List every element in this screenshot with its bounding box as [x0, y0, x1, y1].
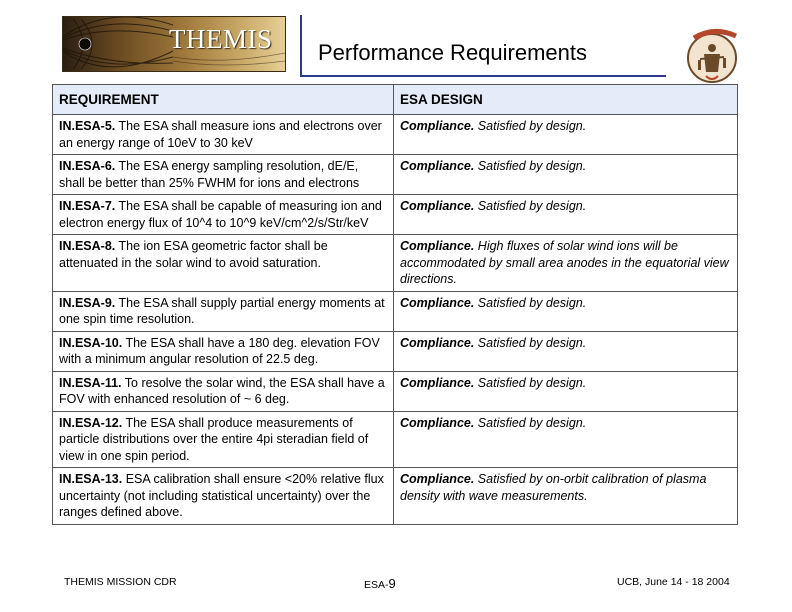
table-row: [53, 235, 738, 292]
design-cell: [394, 155, 738, 195]
header-requirement: REQUIREMENT: [53, 85, 394, 115]
table-row: [53, 291, 738, 331]
requirement-cell: [53, 411, 394, 468]
requirement-text: The ion ESA geometric factor shall be attenuated in the solar wind to avoid saturation.: [59, 239, 328, 270]
page-title: Performance Requirements: [318, 40, 588, 65]
requirement-id: IN.ESA-5.: [59, 119, 116, 133]
requirement-id: IN.ESA-6.: [59, 159, 116, 173]
requirement-cell: [53, 195, 394, 235]
requirement-cell: [53, 115, 394, 155]
compliance-label: Compliance.: [400, 199, 475, 213]
requirement-text: The ESA shall be capable of measuring ion and electron energy flux of 10^4 to 10^9 keV/cm^2/s/Str/keV: [59, 199, 382, 230]
header-esa-design: ESA DESIGN: [394, 85, 738, 115]
compliance-label: Compliance.: [400, 335, 475, 350]
design-cell: [394, 468, 738, 525]
table-header-row: [53, 85, 738, 115]
requirement-id: IN.ESA-7.: [59, 199, 116, 213]
requirement-cell: [53, 331, 394, 371]
design-cell: [394, 371, 738, 411]
footer-left: THEMIS MISSION CDR: [64, 576, 177, 588]
design-cell: [394, 411, 738, 468]
compliance-label: Compliance.: [400, 415, 475, 430]
footer-page-prefix: ESA-: [364, 579, 389, 591]
design-text: Satisfied by design.: [474, 415, 587, 430]
requirement-text: The ESA shall supply partial energy moments at one spin time resolution.: [59, 295, 385, 326]
design-cell: [394, 115, 738, 155]
compliance-label: Compliance.: [400, 472, 475, 486]
requirement-text: The ESA shall have a 180 deg. elevation FOV with a minimum angular resolution of 22.5 deg.: [59, 335, 380, 366]
table-row: [53, 411, 738, 468]
table-row: [53, 115, 738, 155]
table-row: [53, 331, 738, 371]
design-text: High fluxes of solar wind ions will be accommodated by small area anodes in the equatorial view directions.: [400, 239, 729, 286]
compliance-label: Compliance.: [400, 239, 475, 253]
requirement-id: IN.ESA-10.: [59, 335, 123, 350]
table-row: [53, 155, 738, 195]
design-text: Satisfied by on-orbit calibration of plasma density with wave measurements.: [400, 472, 707, 503]
themis-logo: [62, 16, 286, 72]
requirement-text: ESA calibration shall ensure <20% relative flux uncertainty (not including statistical uncertainty) over the ranges defined above.: [59, 472, 384, 519]
compliance-label: Compliance.: [400, 295, 475, 310]
design-cell: [394, 195, 738, 235]
table-row: [53, 468, 738, 525]
design-text: Satisfied by design.: [474, 335, 587, 350]
requirements-table: [52, 84, 738, 525]
design-cell: [394, 235, 738, 292]
requirement-id: IN.ESA-8.: [59, 239, 116, 253]
themis-emblem-icon: [684, 24, 744, 88]
requirement-cell: [53, 291, 394, 331]
logo-text: THEMIS: [169, 24, 273, 54]
footer-right: UCB, June 14 - 18 2004: [617, 576, 730, 588]
footer-page-digit: 9: [388, 576, 396, 591]
design-text: Satisfied by design.: [474, 159, 587, 173]
title-rule-vertical: [300, 15, 302, 77]
requirement-cell: [53, 371, 394, 411]
design-text: Satisfied by design.: [474, 119, 587, 133]
compliance-label: Compliance.: [400, 375, 475, 390]
requirement-id: IN.ESA-12.: [59, 415, 123, 430]
table-row: [53, 195, 738, 235]
requirement-text: To resolve the solar wind, the ESA shall have a FOV with enhanced resolution of ~ 6 deg.: [59, 375, 385, 406]
requirement-id: IN.ESA-9.: [59, 295, 116, 310]
design-cell: [394, 291, 738, 331]
requirement-id: IN.ESA-11.: [59, 375, 122, 390]
title-rule-horizontal: [300, 75, 666, 77]
design-cell: [394, 331, 738, 371]
requirement-text: The ESA energy sampling resolution, dE/E, shall be better than 25% FWHM for ions and electrons: [59, 159, 360, 190]
requirement-id: IN.ESA-13.: [59, 472, 123, 486]
requirement-cell: [53, 155, 394, 195]
requirement-text: The ESA shall measure ions and electrons over an energy range of 10eV to 30 keV: [59, 119, 382, 150]
requirement-text: The ESA shall produce measurements of particle distributions over the entire 4pi steradian field of view in one spin period.: [59, 415, 369, 463]
compliance-label: Compliance.: [400, 119, 475, 133]
design-text: Satisfied by design.: [474, 199, 587, 213]
requirement-cell: [53, 468, 394, 525]
requirement-cell: [53, 235, 394, 292]
footer-page-number: [364, 576, 396, 591]
compliance-label: Compliance.: [400, 159, 475, 173]
design-text: Satisfied by design.: [474, 295, 587, 310]
design-text: Satisfied by design.: [474, 375, 587, 390]
table-row: [53, 371, 738, 411]
